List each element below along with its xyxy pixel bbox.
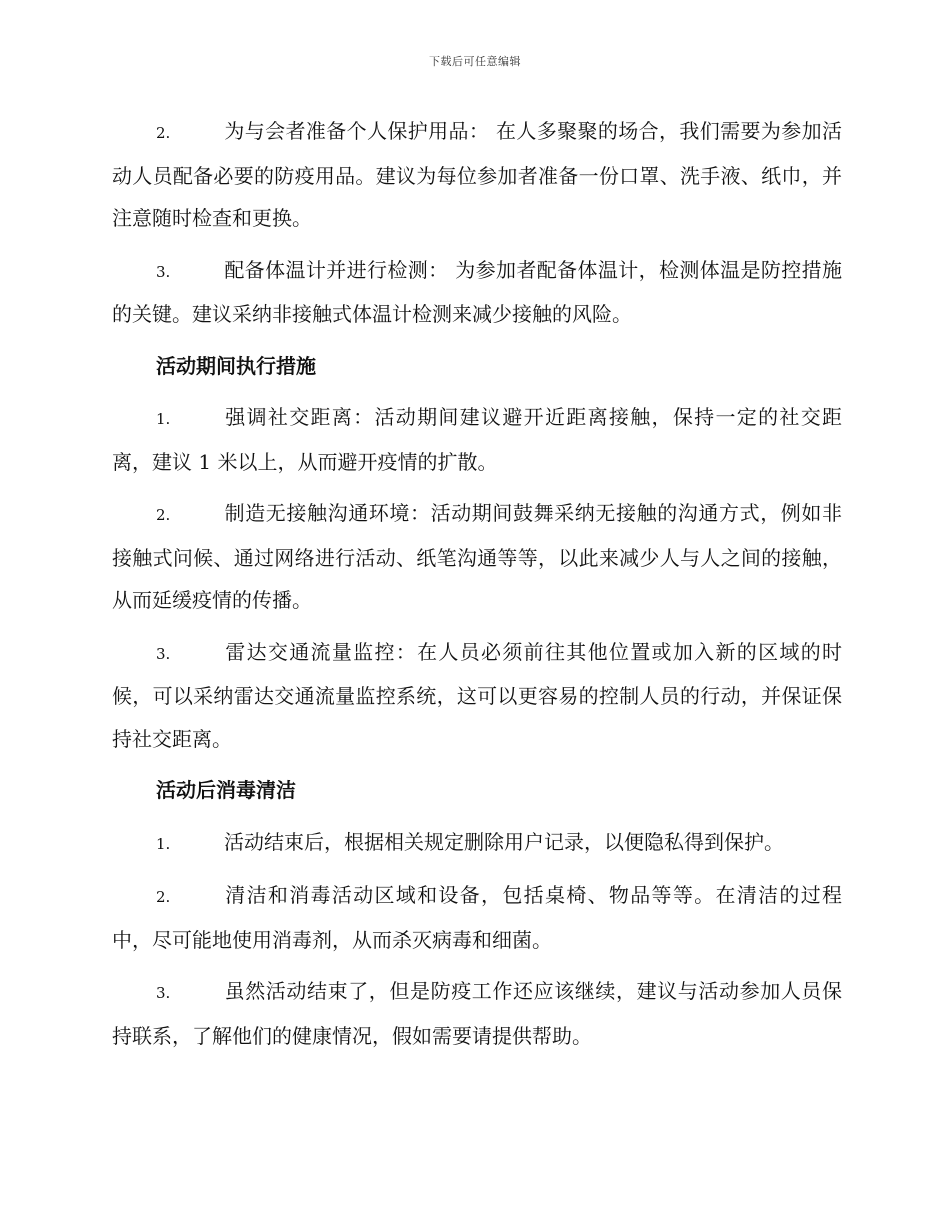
list-item-text: 为与会者准备个人保护用品： 在人多聚聚的场合，我们需要为参加活动人员配备必要的防疫用品。建议为每位参加者准备一份口罩、洗手液、纸巾，并注意随时检查和更换。: [112, 119, 842, 230]
list-item: [112, 874, 842, 961]
list-item: [112, 110, 842, 240]
section-heading-after-activity: 活动后消毒清洁: [156, 778, 296, 802]
list-item: [112, 396, 842, 483]
list-item-number: 3.: [156, 262, 171, 281]
list-item-text: 强调社交距离：活动期间建议避开近距离接触，保持一定的社交距离，建议 1 米以上，从而避开疫情的扩散。: [112, 405, 842, 474]
list-item-text: 雷达交通流量监控：在人员必须前往其他位置或加入新的区域的时候，可以采纳雷达交通流量监控系统，这可以更容易的控制人员的行动，并保证保持社交距离。: [112, 639, 842, 751]
list-item: [112, 492, 842, 622]
list-item-number: 1.: [156, 410, 171, 428]
list-item-text: 活动结束后，根据相关规定删除用户记录，以便隐私得到保护。: [224, 829, 784, 854]
list-item-number: 2.: [156, 888, 171, 906]
section-heading-during-activity: 活动期间执行措施: [156, 353, 316, 378]
list-item-number: 3.: [156, 984, 171, 1002]
list-item-number: 2.: [156, 506, 171, 524]
page-header: 下载后可任意编辑: [429, 55, 521, 68]
list-item: [112, 821, 842, 866]
list-item-number: 1.: [156, 834, 171, 853]
list-item-text: 制造无接触沟通环境：活动期间鼓舞采纳无接触的沟通方式，例如非接触式问候、通过网络进行活动、纸笔沟通等等，以此来减少人与人之间的接触，从而延缓疫情的传播。: [112, 501, 842, 612]
list-item-text: 清洁和消毒活动区域和设备，包括桌椅、物品等等。在清洁的过程中，尽可能地使用消毒剂，从而杀灭病毒和细菌。: [112, 883, 842, 952]
list-item: [112, 631, 842, 761]
list-item: [112, 970, 842, 1057]
list-item-number: 2.: [156, 124, 171, 142]
list-item: [112, 249, 842, 336]
list-item-number: 3.: [156, 644, 171, 663]
list-item-text: 虽然活动结束了，但是防疫工作还应该继续，建议与活动参加人员保持联系，了解他们的健康情况，假如需要请提供帮助。: [112, 979, 842, 1048]
document-body: [112, 110, 842, 1066]
list-item-text: 配备体温计并进行检测： 为参加者配备体温计，检测体温是防控措施的关键。建议采纳非接触式体温计检测来减少接触的风险。: [112, 257, 842, 326]
